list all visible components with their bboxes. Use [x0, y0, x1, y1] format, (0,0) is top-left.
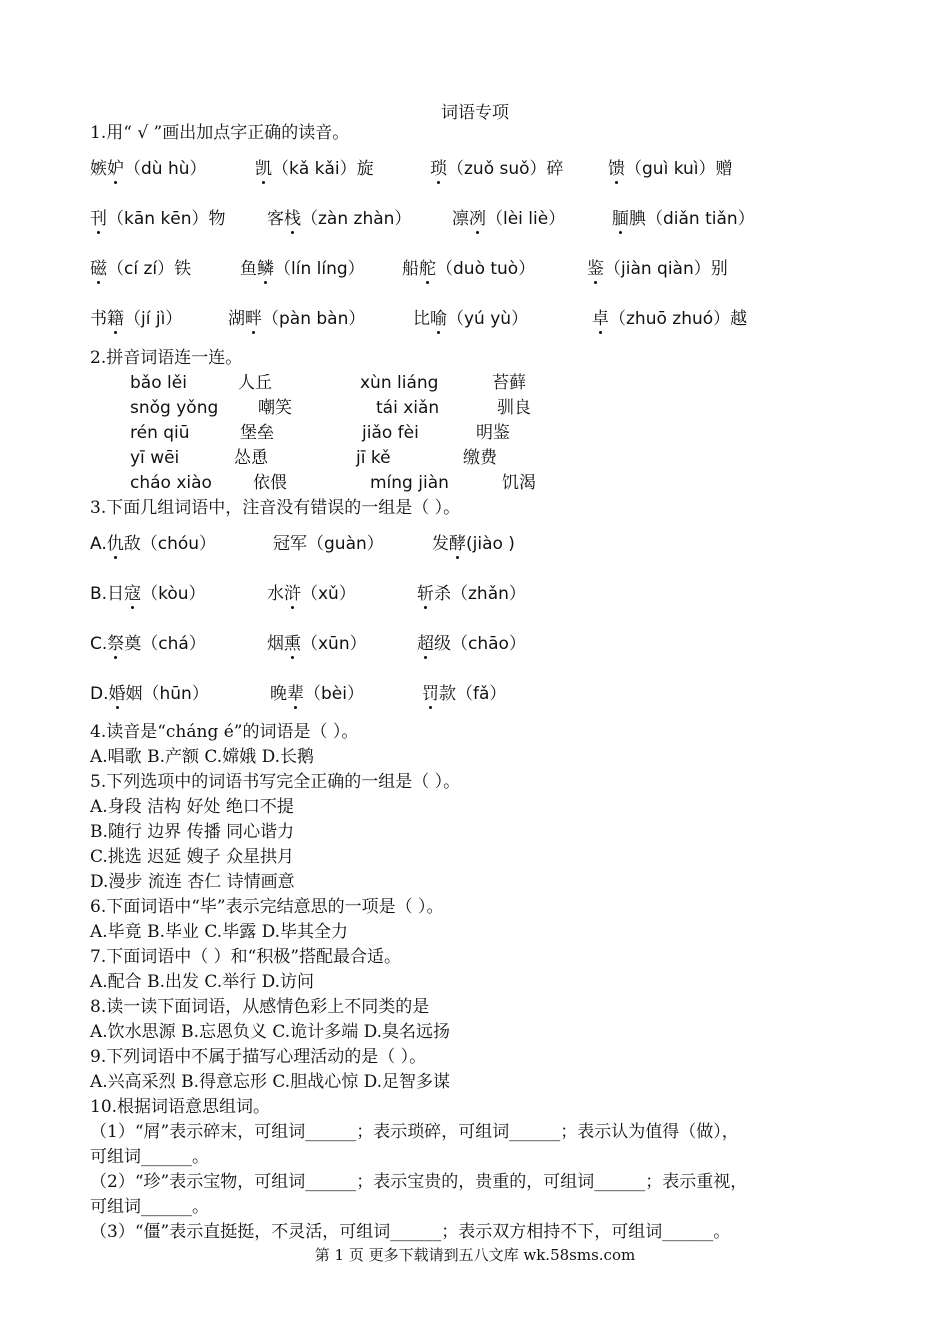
pinyin-item: [270, 682, 364, 706]
dotted-char: 腼: [612, 209, 629, 229]
dotted-char: 辈: [287, 684, 304, 704]
item-pinyin: （kòu）: [141, 584, 206, 604]
pinyin-item: [592, 307, 747, 331]
item-pinyin: （xǔ）: [301, 584, 356, 604]
item-pre: B.日: [90, 584, 125, 604]
item-pinyin: (jiào ): [466, 534, 515, 554]
pinyin-term: yī wēi: [130, 448, 180, 468]
item-pinyin: （dù hù）: [124, 159, 207, 179]
item-pinyin: （zàn zhàn）: [301, 209, 412, 229]
q10-line: （3）“僵”表示直挺挺，不灵活，可组词______；表示双方相持不下，可组词______。: [90, 1222, 731, 1242]
pinyin-term: jiǎo fèi: [362, 423, 419, 443]
item-pinyin: 敌（chóu）: [123, 534, 217, 554]
item-pre: 烟: [267, 634, 284, 654]
dotted-char: 仇: [106, 534, 124, 554]
item-pinyin: 腆（diǎn tiǎn）: [629, 209, 755, 229]
pinyin-item: [402, 257, 535, 281]
item-pre: 鱼: [240, 259, 257, 279]
chinese-term: 人丘: [238, 373, 272, 393]
item-pre: A.: [90, 534, 107, 554]
chinese-term: 明鉴: [476, 423, 510, 443]
pinyin-item: [417, 632, 526, 656]
pinyin-item: [413, 307, 528, 331]
pinyin-item: [432, 532, 515, 556]
q1-prompt: 1.用“ √ ”画出加点字正确的读音。: [90, 123, 350, 143]
item-pre: 嫉: [90, 159, 107, 179]
pinyin-item: [90, 257, 191, 281]
dotted-char: 罚: [422, 684, 439, 704]
item-pre: 比: [413, 309, 430, 329]
q8-options: A.饮水思源 B.忘恩负义 C.诡计多端 D.臭名远扬: [90, 1022, 451, 1042]
item-pinyin: （kān kēn）物: [107, 209, 226, 229]
dotted-char: 冽: [469, 209, 486, 229]
q5-prompt: 5.下列选项中的词语书写完全正确的一组是（ ）。: [90, 772, 461, 792]
pinyin-term: rén qiū: [130, 423, 190, 443]
dotted-char: 超: [417, 634, 434, 654]
item-pinyin: （yú yù）: [447, 309, 529, 329]
item-pinyin: （zuǒ suǒ）碎: [447, 159, 564, 179]
page-title: 词语专项: [441, 103, 509, 123]
q5-option: A.身段 洁构 好处 绝口不提: [90, 797, 294, 817]
chinese-term: 依偎: [253, 473, 287, 493]
pinyin-item: [422, 682, 506, 706]
item-pinyin: 杀（zhǎn）: [434, 584, 526, 604]
q10-line: 可组词______。: [90, 1197, 209, 1217]
item-pinyin: （cí zí）铁: [107, 259, 192, 279]
dotted-char: 磁: [90, 259, 107, 279]
pinyin-item: [255, 157, 374, 181]
item-pinyin: 款（fǎ）: [439, 684, 507, 704]
q10-line: （2）“珍”表示宝物，可组词______；表示宝贵的，贵重的，可组词______；表示重视，: [90, 1172, 748, 1192]
item-pre: 书: [90, 309, 107, 329]
dotted-char: 祭: [107, 634, 125, 654]
pinyin-item: [267, 582, 356, 606]
chinese-term: 苔藓: [492, 373, 526, 393]
item-pinyin: （xūn）: [301, 634, 367, 654]
pinyin-item: [90, 682, 209, 706]
item-pre: 客: [267, 209, 284, 229]
pinyin-term: tái xiǎn: [376, 398, 440, 418]
q5-option: C.挑选 迟延 嫂子 众星拱月: [90, 847, 295, 867]
pinyin-item: [90, 632, 206, 656]
item-pre: 发: [432, 534, 449, 554]
pinyin-item: [267, 632, 367, 656]
dotted-char: 琐: [430, 159, 447, 179]
q4-prompt: 4.读音是“cháng é”的词语是（ ）。: [90, 722, 359, 742]
q3-prompt: 3.下面几组词语中，注音没有错误的一组是（ ）。: [90, 498, 461, 518]
item-pre: 冠: [273, 534, 290, 554]
q4-options: A.唱歌 B.产额 C.嫦娥 D.长鹅: [90, 747, 315, 767]
item-pre: 晚: [270, 684, 287, 704]
item-pinyin: （jiàn qiàn）别: [604, 259, 728, 279]
item-pre: D.: [90, 684, 109, 704]
item-pinyin: 级（chāo）: [434, 634, 526, 654]
pinyin-term: xùn liáng: [360, 373, 439, 393]
pinyin-term: cháo xiào: [130, 473, 212, 493]
dotted-char: 酵: [449, 534, 466, 554]
chinese-term: 缴费: [463, 448, 497, 468]
q2-prompt: 2.拼音词语连一连。: [90, 348, 243, 368]
pinyin-item: [273, 532, 384, 556]
chinese-term: 堡垒: [240, 423, 274, 443]
pinyin-term: bǎo lěi: [130, 373, 187, 393]
item-pre: 湖: [228, 309, 245, 329]
pinyin-item: [240, 257, 365, 281]
q10-line: （1）“屑”表示碎末，可组词______；表示琐碎，可组词______；表示认为值得（做），: [90, 1122, 739, 1142]
q7-options: A.配合 B.出发 C.举行 D.访问: [90, 972, 315, 992]
chinese-term: 驯良: [497, 398, 531, 418]
q6-prompt: 6.下面词语中“毕”表示完结意思的一项是（ ）。: [90, 897, 444, 917]
item-pinyin: 军（guàn）: [290, 534, 384, 554]
item-pinyin: （pàn bàn）: [262, 309, 366, 329]
q6-options: A.毕竟 B.毕业 C.毕露 D.毕其全力: [90, 922, 349, 942]
pinyin-item: [612, 207, 755, 231]
chinese-term: 怂恿: [234, 448, 268, 468]
item-pinyin: （jí jì）: [124, 309, 183, 329]
q10-dummy: A.兴高采烈 B.得意忘形 C.胆战心惊 D.足智多谋: [90, 1072, 451, 1092]
dotted-char: 妒: [107, 159, 124, 179]
pinyin-item: [90, 532, 216, 556]
dotted-char: 熏: [284, 634, 301, 654]
item-pinyin: （duò tuò）: [436, 259, 536, 279]
chinese-term: 嘲笑: [258, 398, 292, 418]
q10-prompt: 10.根据词语意思组词。: [90, 1097, 271, 1117]
pinyin-item: [228, 307, 365, 331]
item-pinyin: （kǎ kǎi）旋: [272, 159, 374, 179]
item-pinyin: （guì kuì）赠: [625, 159, 733, 179]
item-pinyin: （lín líng）: [274, 259, 365, 279]
pinyin-term: snǒg yǒng: [130, 398, 219, 418]
item-pinyin: （bèi）: [304, 684, 364, 704]
item-pinyin: （lèi liè）: [486, 209, 566, 229]
dotted-char: 凯: [255, 159, 272, 179]
pinyin-item: [90, 307, 182, 331]
item-pre: 水: [267, 584, 284, 604]
q5-option: B.随行 边界 传播 同心谐力: [90, 822, 295, 842]
dotted-char: 畔: [245, 309, 262, 329]
chinese-term: 饥渴: [502, 473, 536, 493]
pinyin-item: [587, 257, 728, 281]
item-pre: C.: [90, 634, 108, 654]
q5-option: D.漫步 流连 杏仁 诗情画意: [90, 872, 295, 892]
item-pre: 凛: [452, 209, 469, 229]
dotted-char: 鉴: [587, 259, 604, 279]
dotted-char: 刊: [90, 209, 107, 229]
page-footer: 第 1 页 更多下载请到五八文库 wk.58sms.com: [314, 1246, 636, 1264]
item-pinyin: 奠（chá）: [124, 634, 206, 654]
pinyin-item: [90, 157, 207, 181]
pinyin-item: [267, 207, 411, 231]
pinyin-item: [90, 582, 206, 606]
item-pinyin: 姻（hūn）: [125, 684, 209, 704]
dotted-char: 籍: [107, 309, 124, 329]
pinyin-item: [90, 207, 226, 231]
dotted-char: 栈: [284, 209, 301, 229]
item-pre: 船: [402, 259, 419, 279]
pinyin-item: [452, 207, 565, 231]
pinyin-item: [417, 582, 526, 606]
q9-prompt: 9.下列词语中不属于描写心理活动的是（ ）。: [90, 1047, 427, 1067]
dotted-char: 寇: [124, 584, 142, 604]
pinyin-item: [608, 157, 733, 181]
q8-prompt: 8.读一读下面词语，从感情色彩上不同类的是: [90, 997, 430, 1017]
dotted-char: 卓: [592, 309, 609, 329]
dotted-char: 鳞: [257, 259, 274, 279]
dotted-char: 舵: [419, 259, 436, 279]
dotted-char: 婚: [108, 684, 126, 704]
pinyin-item: [430, 157, 564, 181]
dotted-char: 浒: [284, 584, 301, 604]
item-pinyin: （zhuō zhuó）越: [609, 309, 748, 329]
q7-prompt: 7.下面词语中（ ）和“积极”搭配最合适。: [90, 947, 402, 967]
dotted-char: 喻: [430, 309, 447, 329]
q10-line: 可组词______。: [90, 1147, 209, 1167]
pinyin-term: míng jiàn: [370, 473, 449, 493]
dotted-char: 馈: [608, 159, 625, 179]
pinyin-term: jī kě: [356, 448, 391, 468]
dotted-char: 斩: [417, 584, 434, 604]
